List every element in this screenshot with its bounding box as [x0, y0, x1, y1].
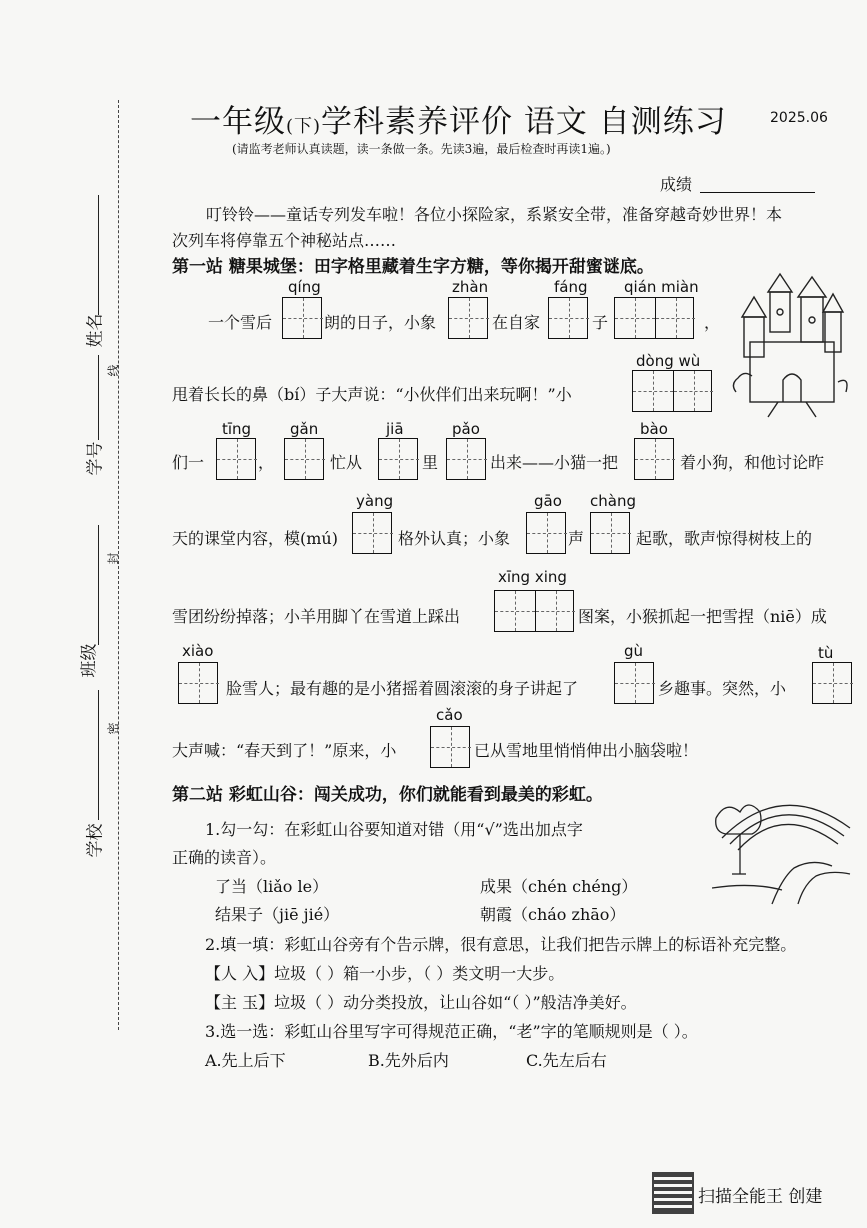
- mark-line: 线: [106, 364, 121, 377]
- pinyin: tù: [818, 644, 834, 662]
- s1-text-3c: 忙从: [330, 453, 363, 472]
- label-id: 学号: [85, 441, 106, 476]
- pinyin: zhàn: [452, 278, 489, 296]
- s1-text-7a: 大声喊：“春天到了！”原来，小: [172, 741, 397, 760]
- s1-text-6a: 脸雪人；最有趣的是小猪摇着圆滚滚的身子讲起了: [226, 679, 579, 698]
- q2-line-2[interactable]: 【主 玉】垃圾（ ）动分类投放，让山谷如“（ ）”般洁净美好。: [205, 993, 637, 1012]
- tian-grid-box[interactable]: [614, 662, 654, 704]
- q1-text-b: 正确的读音）。: [172, 848, 277, 867]
- q2-line-1[interactable]: 【人 入】垃圾（ ）箱一小步，（ ）类文明一大步。: [205, 964, 565, 983]
- s1-text-4b: 格外认真；小象: [398, 529, 511, 548]
- tian-grid-box[interactable]: [178, 662, 218, 704]
- pinyin: gāo: [534, 492, 562, 510]
- id-line[interactable]: [98, 355, 99, 440]
- q1-option[interactable]: 成果（chén chéng）: [480, 877, 638, 896]
- intro-line-2: 次列车将停靠五个神秘站点……: [172, 231, 397, 250]
- s1-text-5a: 雪团纷纷掉落；小羊用脚丫在雪道上踩出: [172, 607, 461, 626]
- pinyin: pǎo: [452, 420, 480, 438]
- station2-heading: 第二站 彩虹山谷：闯关成功，你们就能看到最美的彩虹。: [172, 785, 603, 805]
- tian-grid-box[interactable]: [282, 297, 322, 339]
- school-line[interactable]: [98, 690, 99, 820]
- s1-text-1d: 子: [592, 313, 609, 332]
- tian-grid-box[interactable]: [284, 438, 324, 480]
- q3-option-c[interactable]: C.先左后右: [526, 1051, 607, 1070]
- tian-grid-box[interactable]: [430, 726, 470, 768]
- class-line[interactable]: [98, 525, 99, 645]
- tian-grid-box[interactable]: [632, 370, 712, 412]
- s1-text-3a: 们一: [172, 453, 205, 472]
- station1-heading: 第一站 糖果城堡：田字格里藏着生字方糖，等你揭开甜蜜谜底。: [172, 257, 654, 277]
- pinyin: yàng: [356, 492, 394, 510]
- q1-option[interactable]: 朝霞（cháo zhāo）: [480, 905, 626, 924]
- q1-text-a: 1.勾一勾：在彩虹山谷要知道对错（用“√”选出加点字: [205, 820, 583, 839]
- q3-text: 3.选一选：彩虹山谷里写字可得规范正确，“老”字的笔顺规则是（ ）。: [205, 1022, 698, 1041]
- s1-text-1c: 在自家: [492, 313, 541, 332]
- title-grade: 一年级: [190, 104, 286, 140]
- label-school: 学校: [85, 823, 106, 858]
- pinyin: xīng xing: [498, 568, 567, 586]
- s1-text-5b: 图案，小猴抓起一把雪捏（niē）成: [578, 607, 827, 626]
- mark-dense: 密: [106, 722, 121, 735]
- page-title: [190, 96, 727, 141]
- label-name: 姓名: [85, 313, 106, 348]
- castle-illustration: [728, 272, 853, 422]
- tian-grid-box[interactable]: [614, 297, 694, 339]
- s1-text-3e: 出来——小猫一把: [490, 453, 619, 472]
- q3-option-a[interactable]: A.先上后下: [205, 1051, 286, 1070]
- instruction-text: (请监考老师认真读题，读一条做一条。先读3遍，最后检查时再读1遍。): [232, 142, 611, 156]
- tian-grid-box[interactable]: [446, 438, 486, 480]
- title-term: (下): [286, 116, 322, 137]
- pinyin: jiā: [386, 420, 404, 438]
- s1-text-2a: 甩着长长的鼻（bí）子大声说：“小伙伴们出来玩啊！”小: [172, 385, 572, 404]
- s1-text-4a: 天的课堂内容，模(mú): [172, 529, 338, 548]
- s1-text-4c: 声: [568, 529, 585, 548]
- pinyin: qíng: [288, 278, 321, 296]
- q2-text: 2.填一填：彩虹山谷旁有个告示牌，很有意思，让我们把告示牌上的标语补充完整。: [205, 935, 797, 954]
- s1-text-3b: ，: [258, 453, 275, 472]
- tian-grid-box[interactable]: [216, 438, 256, 480]
- tian-grid-box[interactable]: [590, 512, 630, 554]
- pinyin: qián miàn: [624, 278, 699, 296]
- s1-text-7b: 已从雪地里悄悄伸出小脑袋啦！: [474, 741, 699, 760]
- pinyin: fáng: [554, 278, 588, 296]
- pinyin: dòng wù: [636, 352, 701, 370]
- pinyin: bào: [640, 420, 668, 438]
- pinyin: cǎo: [436, 706, 463, 724]
- tian-grid-box[interactable]: [448, 297, 488, 339]
- tian-grid-box[interactable]: [634, 438, 674, 480]
- rainbow-valley-illustration: [712, 778, 854, 906]
- scanner-watermark: 扫描全能王 创建: [698, 1187, 823, 1207]
- binding-dashed-line: [118, 100, 119, 1030]
- s1-text-4d: 起歌，歌声惊得树枝上的: [636, 529, 813, 548]
- tian-grid-box[interactable]: [548, 297, 588, 339]
- title-subject: 学科素养评价 语文 自测练习: [321, 104, 727, 140]
- pinyin: gù: [624, 642, 644, 660]
- q1-option[interactable]: 结果子（jiē jié）: [215, 905, 340, 924]
- tian-grid-box[interactable]: [378, 438, 418, 480]
- s1-text-6b: 乡趣事。突然，小: [658, 679, 787, 698]
- score-label: 成绩: [660, 175, 693, 194]
- pinyin: tīng: [222, 420, 252, 438]
- mark-seal: 封: [106, 552, 121, 565]
- pinyin: chàng: [590, 492, 636, 510]
- tian-grid-box[interactable]: [352, 512, 392, 554]
- s1-text-1e: ，: [704, 313, 721, 332]
- q3-option-b[interactable]: B.先外后内: [368, 1051, 449, 1070]
- s1-text-1a: 一个雪后: [208, 313, 273, 332]
- s1-text-1b: 朗的日子，小象: [324, 313, 437, 332]
- tian-grid-box[interactable]: [494, 590, 574, 632]
- tian-grid-box[interactable]: [526, 512, 566, 554]
- pinyin: gǎn: [290, 420, 319, 438]
- intro-line-1: 叮铃铃——童话专列发车啦！各位小探险家，系紧安全带，准备穿越奇妙世界！本: [206, 205, 783, 224]
- label-class: 班级: [79, 643, 100, 678]
- score-line[interactable]: [700, 192, 815, 193]
- tian-grid-box[interactable]: [812, 662, 852, 704]
- pinyin: xiào: [182, 642, 214, 660]
- name-line[interactable]: [98, 195, 99, 315]
- exam-date: 2025.06: [770, 110, 828, 126]
- s1-text-3f: 着小狗，和他讨论昨: [680, 453, 825, 472]
- q1-option[interactable]: 了当（liǎo le）: [215, 877, 329, 896]
- qr-code-icon: [652, 1172, 694, 1214]
- s1-text-3d: 里: [422, 453, 439, 472]
